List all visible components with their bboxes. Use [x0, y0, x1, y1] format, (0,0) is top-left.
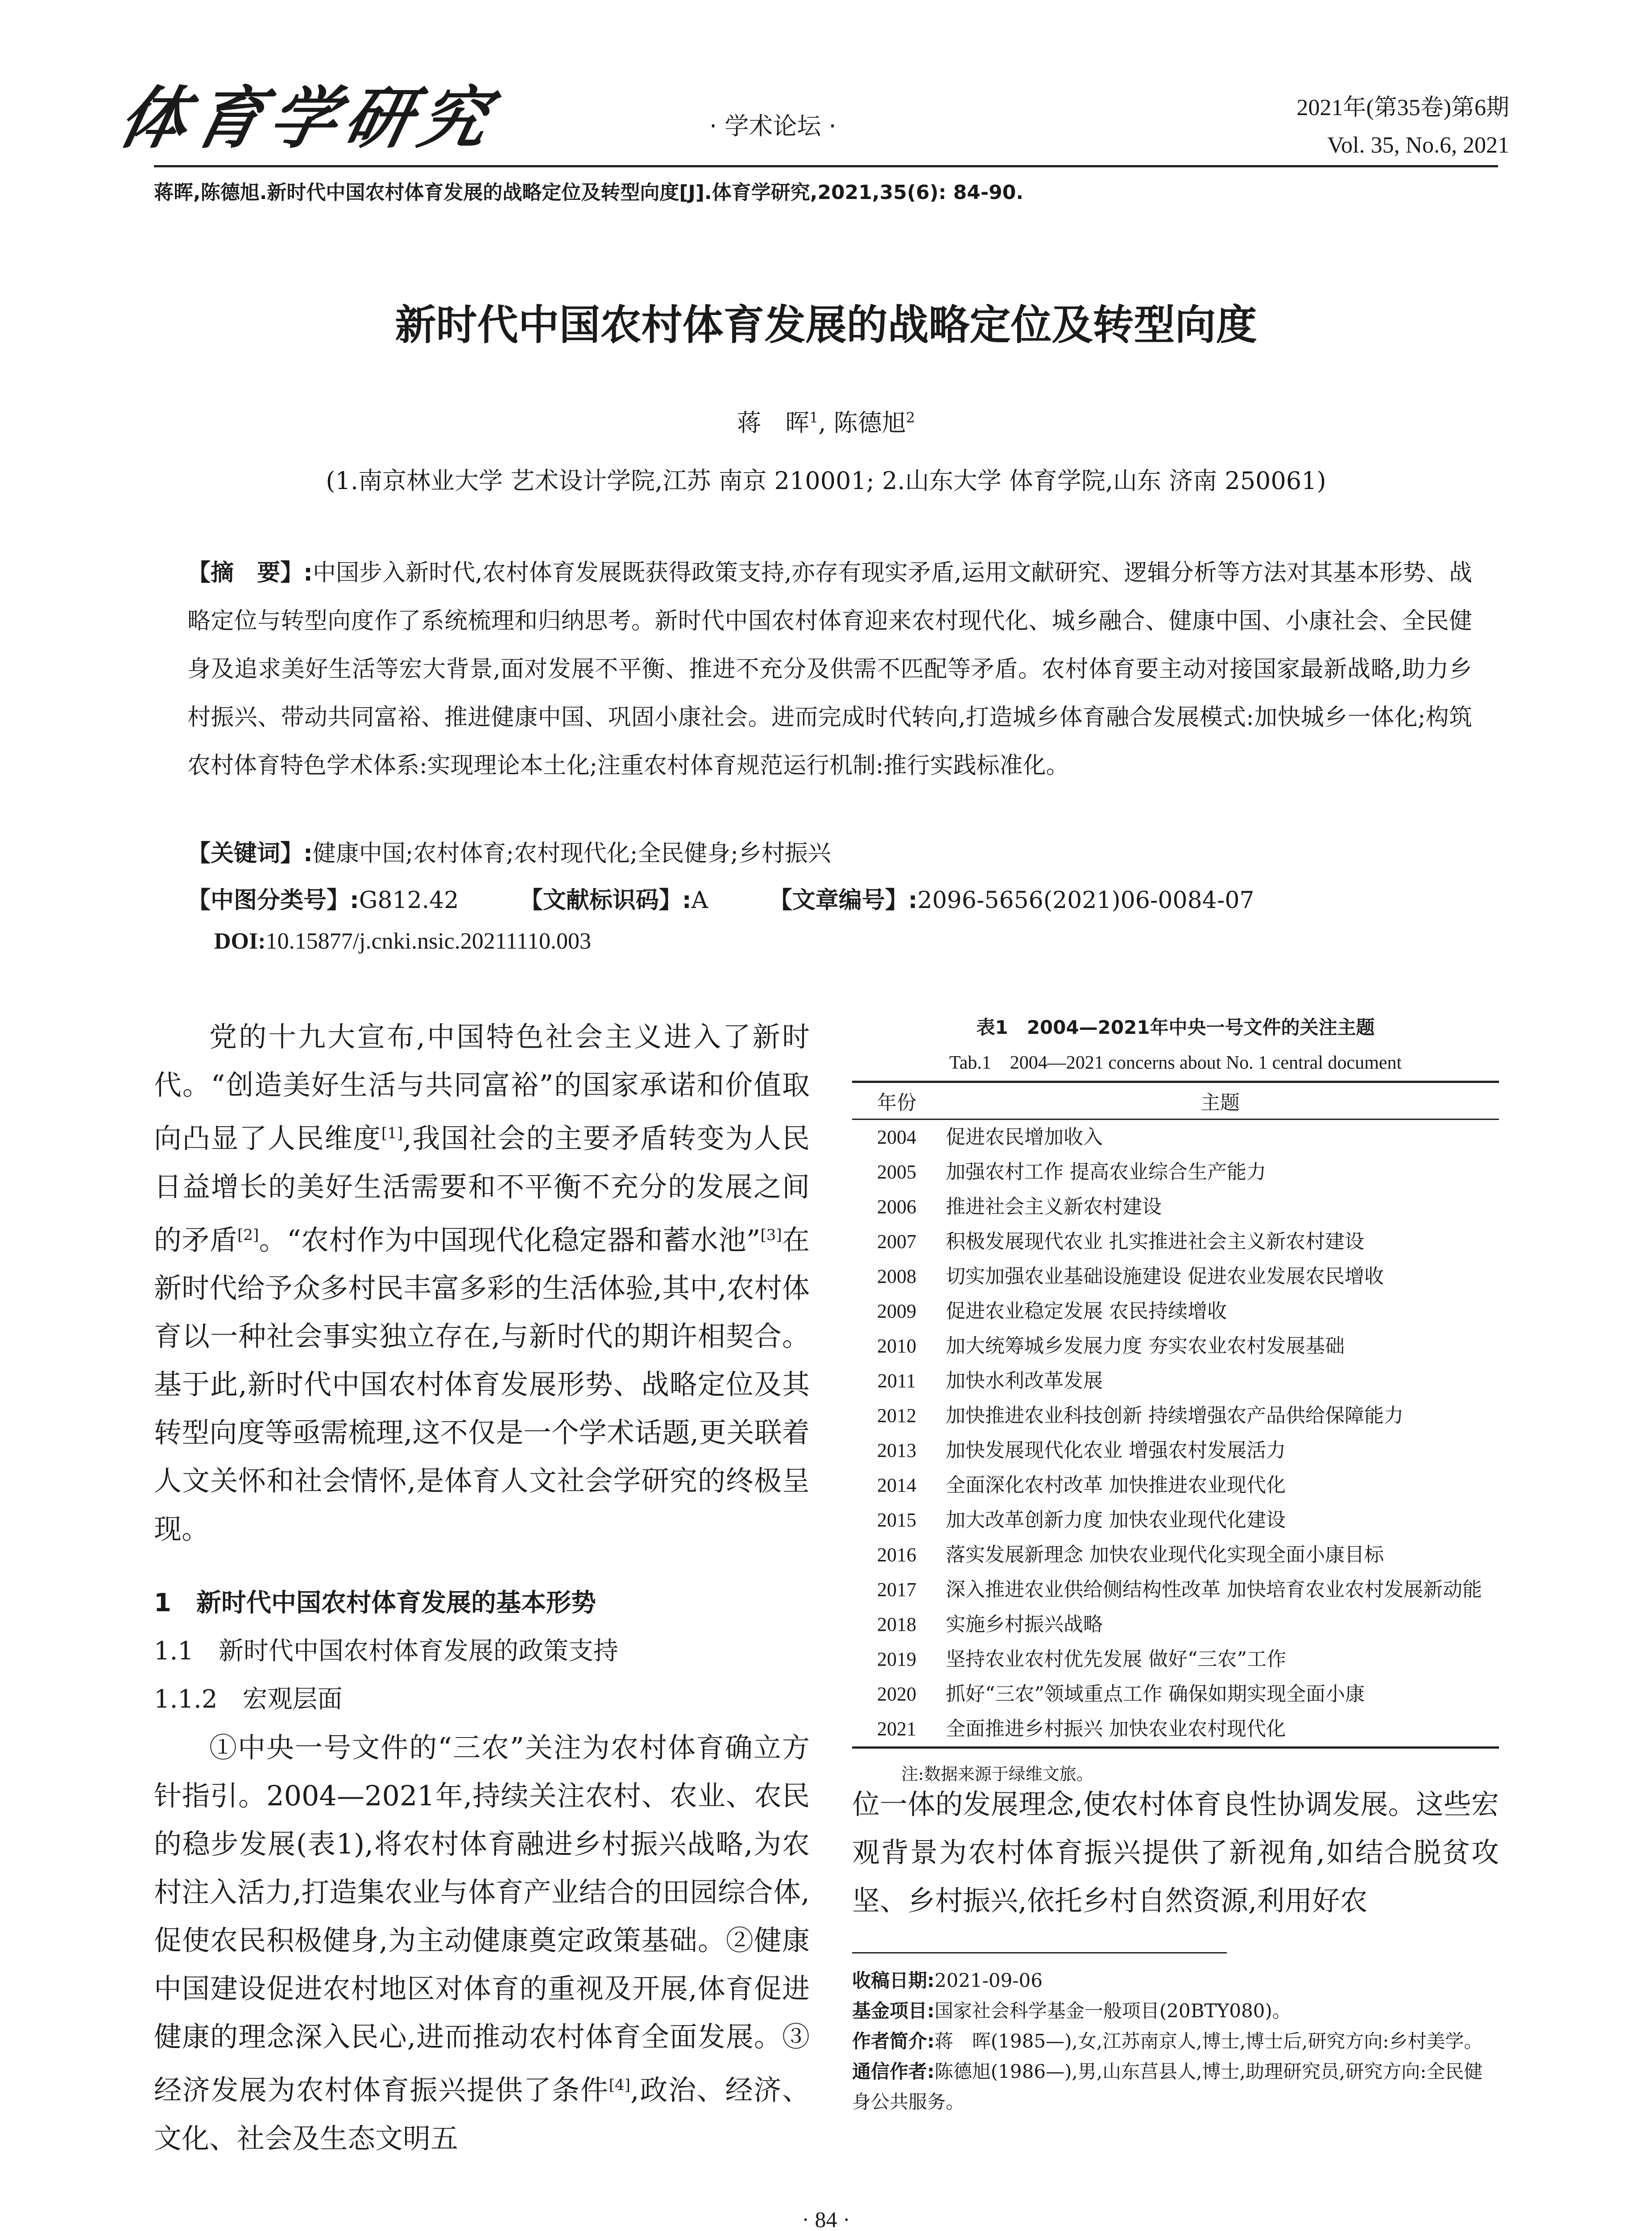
theme-cell: 抓好“三农”领域重点工作 确保如期实现全面小康 [946, 1683, 1365, 1705]
right-column-paragraph: 位一体的发展理念,使农村体育良性协调发展。这些宏观背景为农村体育振兴提供了新视角,如结合脱贫攻坚、乡村振兴,依托乡村自然资源,利用好农 [852, 1788, 1499, 1917]
corr-label: 通信作者: [852, 2061, 935, 2082]
theme-cell: 推进社会主义新农村建设 [946, 1195, 1162, 1218]
table-row [852, 1259, 1499, 1294]
year-cell: 2008 [877, 1265, 916, 1287]
abstract-text: 中国步入新时代,农村体育发展既获得政策支持,亦存有现实矛盾,运用文献研究、逻辑分析等方法对其基本形势、战略定位与转型向度作了系统梳理和归纳思考。新时代中国农村体育迎来农村现代化、城乡融合、健康中国、小康社会、全民健身及追求美好生活等宏大背景,面对发展不平衡、推进不充分及供需不匹配等矛盾。农村体育要主动对接国家最新战略,助力乡村振兴、带动共同富裕、推进健康中国、巩固小康社会。进而完成时代转向,打造城乡体育融合发展模式:加快城乡一体化;构筑农村体育特色学术体系:实现理论本土化;注重农村体育规范运行机制:推行实践标准化。 [187, 560, 1472, 779]
table-1 [852, 1013, 1499, 1785]
year-cell: 2006 [877, 1196, 916, 1218]
theme-cell: 加大统筹城乡发展力度 夯实农业农村发展基础 [946, 1335, 1345, 1357]
year-cell: 2009 [877, 1300, 916, 1322]
received-date [852, 1966, 1499, 1996]
section-heading-1-1: 1.1 新时代中国农村体育发展的政策支持 [154, 1637, 619, 1666]
table-row [852, 1329, 1499, 1364]
col-year-header: 年份 [852, 1082, 941, 1120]
corr-value: 陈德旭(1986—),男,山东莒县人,博士,助理研究员,研究方向:全民健身公共服务。 [852, 2061, 1483, 2113]
table-row [852, 1538, 1499, 1572]
theme-cell: 深入推进农业供给侧结构性改革 加快培育农业农村发展新动能 [946, 1578, 1482, 1601]
page-number: · 84 · [802, 2207, 850, 2231]
header-rule [154, 165, 1498, 167]
ref-3: [3] [760, 1226, 782, 1244]
author-info [852, 2026, 1499, 2057]
section-tag: · 学术论坛 · [709, 112, 836, 140]
theme-cell: 实施乡村振兴战略 [946, 1613, 1103, 1636]
table-row [852, 1364, 1499, 1398]
author-2: 陈德旭 [833, 409, 906, 437]
fund-info [852, 1996, 1499, 2026]
issue-en: Vol. 35, No.6, 2021 [1327, 133, 1509, 158]
footnotes [852, 1966, 1499, 2117]
corresponding-author [852, 2057, 1499, 2117]
table-row [852, 1398, 1499, 1433]
affiliation: (1.南京林业大学 艺术设计学院,江苏 南京 210001; 2.山东大学 体育学院,山东 济南 250061) [326, 467, 1326, 495]
fund-label: 基金项目: [852, 2000, 935, 2022]
table-row [852, 1712, 1499, 1748]
abstract [187, 549, 1472, 790]
year-cell: 2014 [877, 1474, 916, 1496]
author-info-label: 作者简介: [852, 2030, 935, 2052]
year-cell: 2021 [852, 1712, 941, 1748]
year-cell: 2018 [877, 1613, 916, 1635]
issue-cn: 2021年(第35卷)第6期 [1296, 95, 1509, 120]
doc-code-label: 【文献标识码】: [519, 887, 691, 914]
table-row [852, 1155, 1499, 1190]
authors [0, 404, 1652, 438]
table-row [852, 1294, 1499, 1329]
doi-label: DOI: [214, 929, 266, 954]
table-header-row [852, 1082, 1499, 1120]
intro-text-1: 党的十九大宣布,中国特色社会主义进入了新时代。“创造美好生活与共同富裕”的国家承诺和价值取向凸显了人民维度 [154, 1020, 810, 1155]
year-cell: 2019 [877, 1648, 916, 1670]
clc-label: 【中图分类号】: [187, 887, 359, 914]
table-row [852, 1503, 1499, 1538]
theme-cell: 促进农业稳定发展 农民持续增收 [946, 1300, 1227, 1323]
author-2-sup: 2 [906, 409, 915, 426]
table-note: 注:数据来源于绿维文旅。 [901, 1764, 1093, 1784]
table-row [852, 1224, 1499, 1259]
year-cell: 2004 [877, 1126, 916, 1148]
citation-line: 蒋晖,陈德旭.新时代中国农村体育发展的战略定位及转型向度[J].体育学研究,2021,35(6): 84-90. [154, 181, 1024, 204]
author-separator: , [818, 409, 834, 437]
theme-cell: 促进农民增加收入 [946, 1126, 1103, 1149]
fund-value: 国家社会科学基金一般项目(20BTY080)。 [934, 2000, 1291, 2022]
keywords-text: 健康中国;农村体育;农村现代化;全民健身;乡村振兴 [312, 840, 831, 867]
table-row [852, 1120, 1499, 1155]
year-cell: 2010 [877, 1335, 916, 1357]
year-cell: 2011 [877, 1370, 916, 1392]
table-row [852, 1607, 1499, 1642]
author-info-value: 蒋 晖(1985—),女,江苏南京人,博士,博士后,研究方向:乡村美学。 [934, 2030, 1483, 2052]
section-heading-1-1-2: 1.1.2 宏观层面 [154, 1685, 343, 1714]
theme-cell: 全面深化农村改革 加快推进农业现代化 [946, 1474, 1286, 1497]
theme-cell: 积极发展现代农业 扎实推进社会主义新农村建设 [946, 1230, 1364, 1253]
year-cell: 2005 [877, 1161, 916, 1183]
keywords [187, 834, 831, 868]
keywords-label: 【关键词】: [187, 840, 313, 867]
table-row [852, 1677, 1499, 1712]
table-row [852, 1468, 1499, 1503]
article-no-value: 2096-5656(2021)06-0084-07 [917, 887, 1255, 914]
doc-code-value: A [691, 887, 708, 914]
theme-cell: 加快发展现代化农业 增强农村发展活力 [946, 1439, 1286, 1462]
issue-info [1296, 89, 1509, 164]
article-no-label: 【文章编号】: [769, 887, 918, 914]
table-row [852, 1190, 1499, 1224]
clc-value: G812.42 [359, 887, 459, 914]
received-value: 2021-09-06 [934, 1970, 1043, 1991]
theme-cell: 加快推进农业科技创新 持续增强农产品供给保障能力 [946, 1404, 1404, 1427]
body-text-1: ①中央一号文件的“三农”关注为农村体育确立方针指引。2004—2021年,持续关注农村、农业、农民的稳步发展(表1),将农村体育融进乡村振兴战略,为农村注入活力,打造集农业与体育产业结合的田园综合体,促使农民积极健身,为主动健康奠定政策基础。②健康中国建设促进农村地区对体育的重视及开展,体育促进健康的理念深入民心,进而推动农村体育全面发展。③经济发展为农村体育振兴提供了条件 [154, 1731, 810, 2107]
year-cell: 2015 [877, 1509, 916, 1531]
classification-line [187, 881, 1254, 915]
year-cell: 2007 [877, 1231, 916, 1252]
year-cell: 2013 [877, 1439, 916, 1461]
ref-1: [1] [381, 1124, 403, 1142]
body-text-2: ,政治、经济、文化、社会及生态文明五 [154, 2073, 810, 2155]
abstract-label: 【摘 要】: [187, 560, 313, 586]
author-1-sup: 1 [809, 409, 819, 426]
section-heading-1: 1 新时代中国农村体育发展的基本形势 [154, 1588, 596, 1618]
year-cell: 2016 [877, 1544, 916, 1566]
table-caption-cn: 表1 2004—2021年中央一号文件的关注主题 [976, 1016, 1375, 1038]
footnote-rule [852, 1952, 1227, 1953]
left-column [154, 1013, 810, 2163]
journal-logo: 体育学研究 [112, 79, 504, 158]
body-paragraph [154, 1724, 810, 2163]
table-caption-en: Tab.1 2004—2021 concerns about No. 1 central document [949, 1053, 1402, 1073]
author-1: 蒋 晖 [737, 409, 809, 437]
intro-text-2: ,我国社会的主要矛盾转变为人民日益增长的美好生活需要和不平衡不充分的发展之间的矛盾 [154, 1122, 810, 1256]
theme-cell: 全面推进乡村振兴 加快农业农村现代化 [941, 1712, 1499, 1748]
theme-cell: 加大改革创新力度 加快农业现代化建设 [946, 1509, 1286, 1531]
article-title: 新时代中国农村体育发展的战略定位及转型向度 [395, 301, 1257, 349]
theme-cell: 加快水利改革发展 [946, 1369, 1103, 1392]
ref-4: [4] [609, 2076, 630, 2094]
theme-cell: 加强农村工作 提高农业综合生产能力 [946, 1161, 1266, 1183]
intro-text-4: 在新时代给予众多村民丰富多彩的生活体验,其中,农村体育以一种社会事实独立存在,与新时代的期许相契合。基于此,新时代中国农村体育发展形势、战略定位及其转型向度等亟需梳理,这不仅是一个学术话题,更关联着人文关怀和社会情怀,是体育人文社会学研究的终极呈现。 [154, 1223, 810, 1546]
doi-value: 10.15877/j.cnki.nsic.20211110.003 [265, 929, 591, 954]
themes-table [852, 1081, 1499, 1749]
doi [214, 928, 591, 954]
received-label: 收稿日期: [852, 1970, 935, 1991]
ref-2: [2] [237, 1226, 259, 1244]
year-cell: 2020 [877, 1683, 916, 1705]
intro-text-3: 。“农村作为中国现代化稳定器和蓄水池” [259, 1223, 761, 1256]
theme-cell: 切实加强农业基础设施建设 促进农业发展农民增收 [946, 1265, 1384, 1288]
theme-cell: 落实发展新理念 加快农业现代化实现全面小康目标 [946, 1543, 1384, 1566]
col-theme-header: 主题 [941, 1082, 1499, 1120]
table-row [852, 1433, 1499, 1468]
theme-cell: 坚持农业农村优先发展 做好“三农”工作 [946, 1648, 1286, 1671]
table-row [852, 1572, 1499, 1607]
year-cell: 2012 [877, 1405, 916, 1427]
intro-paragraph [154, 1013, 810, 1553]
table-row [852, 1642, 1499, 1677]
year-cell: 2017 [877, 1579, 916, 1601]
